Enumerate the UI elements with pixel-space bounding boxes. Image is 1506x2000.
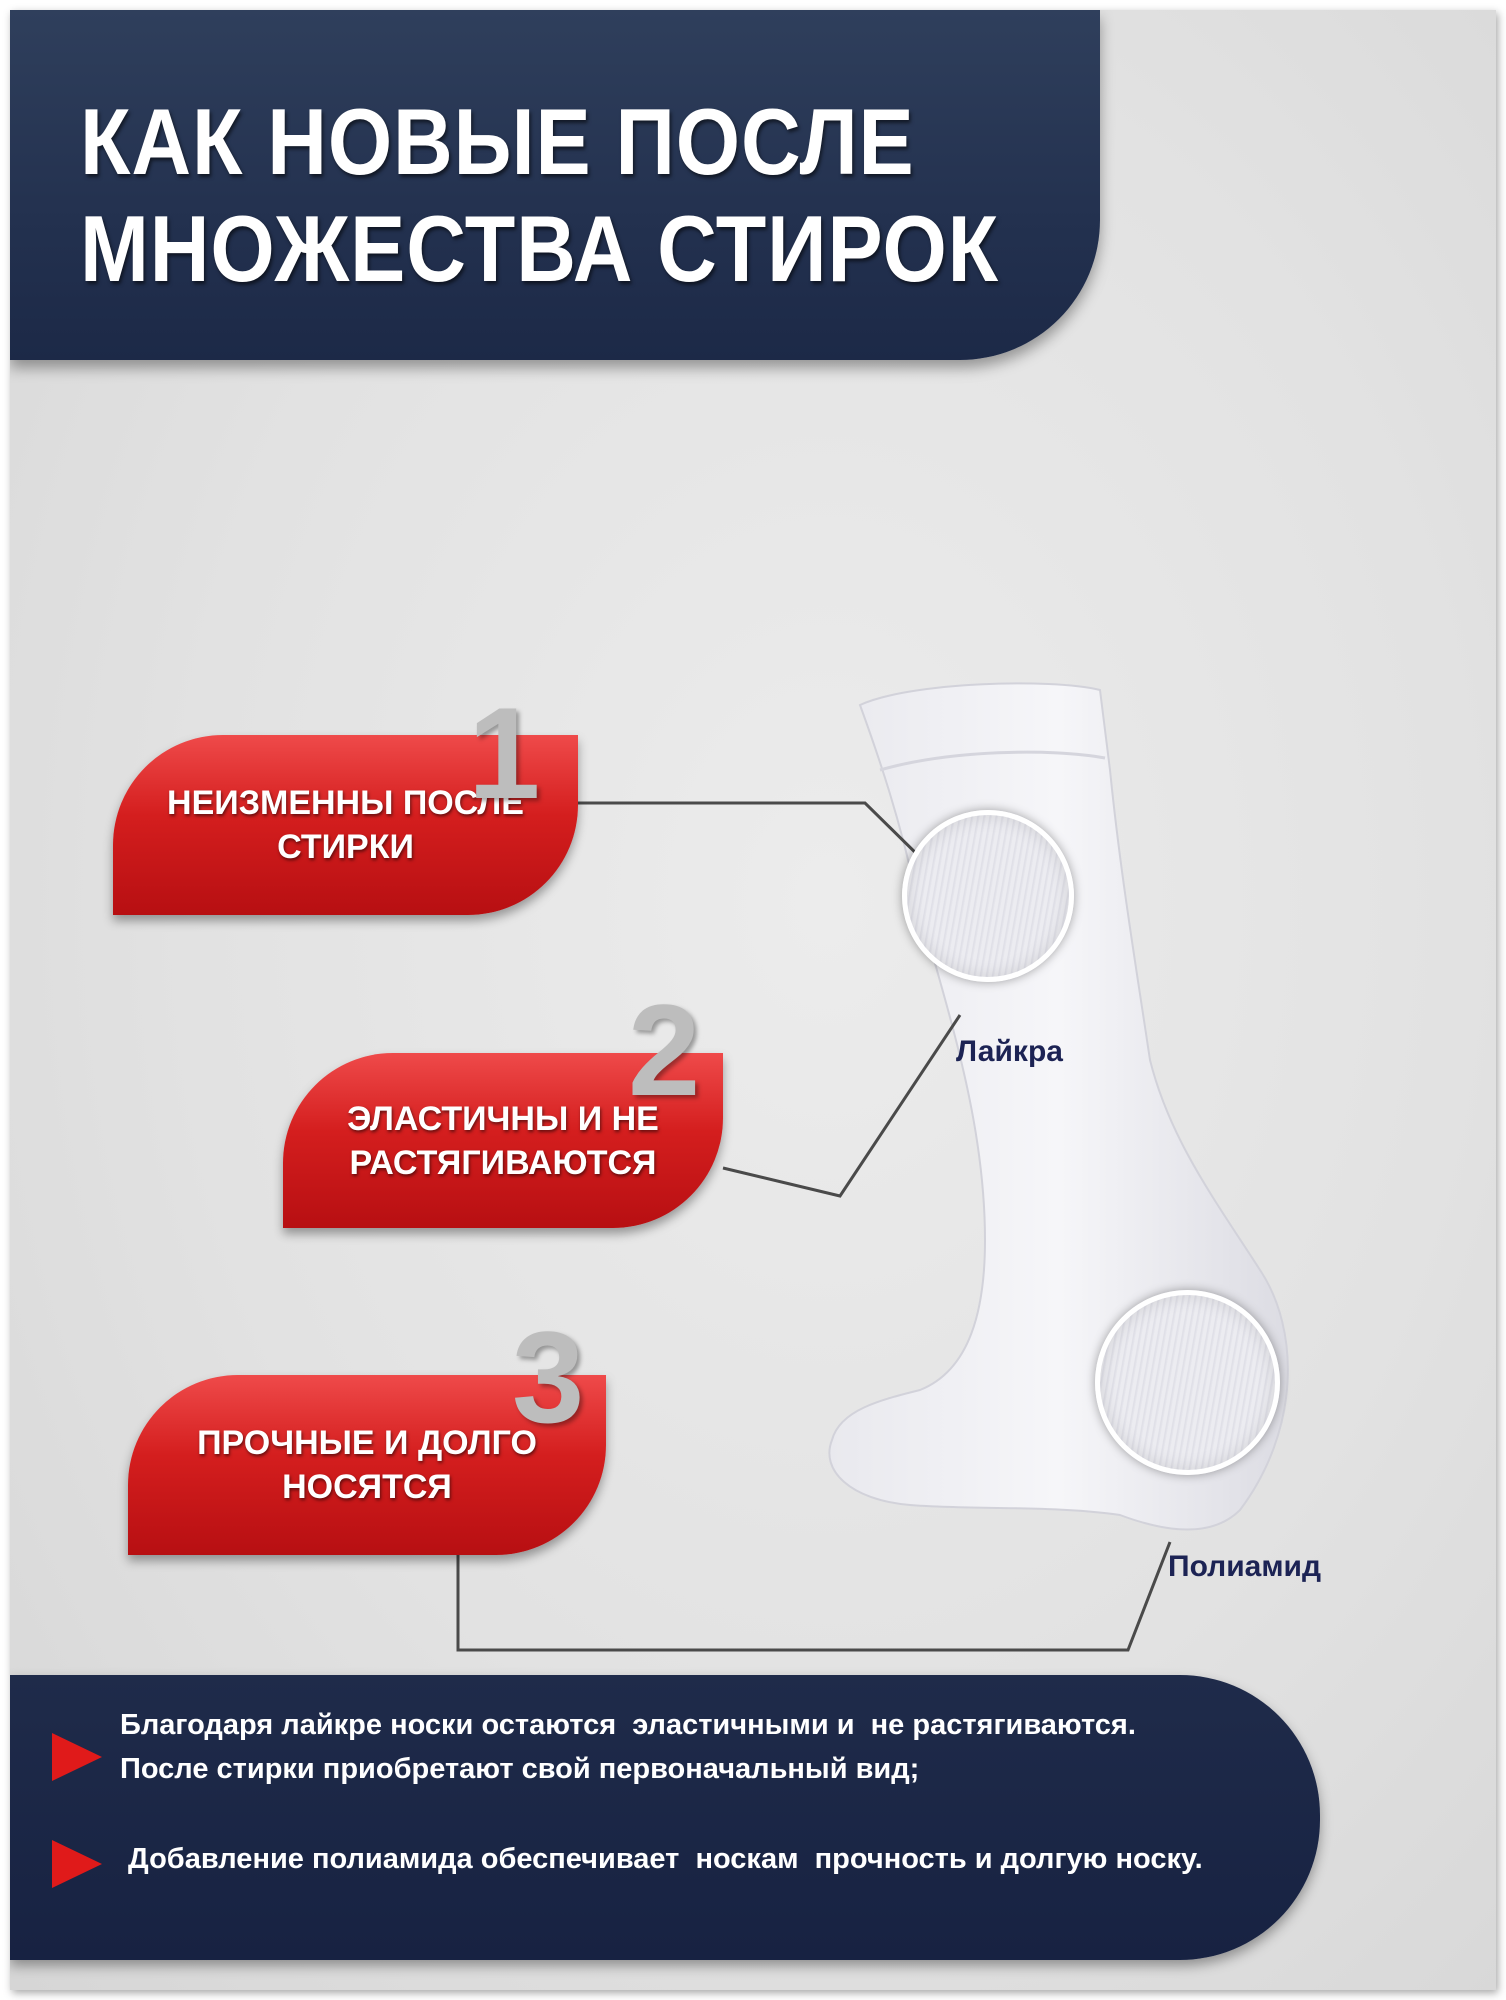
polyamide-label: Полиамид (1168, 1550, 1322, 1583)
polyamide-fabric-circle (1095, 1290, 1280, 1475)
header-title-line-1: КАК НОВЫЕ ПОСЛЕ (80, 89, 915, 194)
footer-bullet-2: Добавление полиамида обеспечивает носкам прочность и долгую носку. (120, 1843, 1203, 1875)
header-title-line-2: МНОЖЕСТВА СТИРОК (80, 196, 1000, 301)
feature-number-1: 1 (468, 680, 541, 826)
feature-number-2: 2 (628, 977, 701, 1123)
feature-number-3: 3 (512, 1304, 585, 1450)
connector-line-2 (723, 1015, 960, 1196)
feature-2-text (347, 1097, 659, 1185)
footer-bullet-1-line-1: Благодаря лайкре носки остаются эластичными и не растягиваются. (120, 1709, 1136, 1741)
footer-bullet-1-line-2: После стирки приобретают свой первоначальный вид; (120, 1753, 920, 1785)
feature-1-line-1: НЕИЗМЕННЫ ПОСЛЕ (167, 784, 524, 822)
connector-line-1 (578, 803, 930, 867)
feature-1-line-2: СТИРКИ (277, 828, 414, 866)
bullet-arrow-icon-2 (52, 1840, 102, 1888)
feature-3-line-2: НОСЯТСЯ (282, 1468, 452, 1506)
lycra-label: Лайкра (956, 1035, 1063, 1068)
feature-3-line-1: ПРОЧНЫЕ И ДОЛГО (197, 1424, 537, 1462)
infographic-card (10, 10, 1496, 1990)
feature-2-line-1: ЭЛАСТИЧНЫ И НЕ (347, 1099, 659, 1138)
connector-line-3 (458, 1542, 1170, 1650)
bullet-arrow-icon-1 (52, 1733, 102, 1781)
feature-3-text (197, 1421, 537, 1509)
lycra-fabric-circle (902, 810, 1074, 982)
feature-2-line-2: РАСТЯГИВАЮТСЯ (349, 1143, 657, 1182)
footer-info-bar (10, 1675, 1320, 1960)
